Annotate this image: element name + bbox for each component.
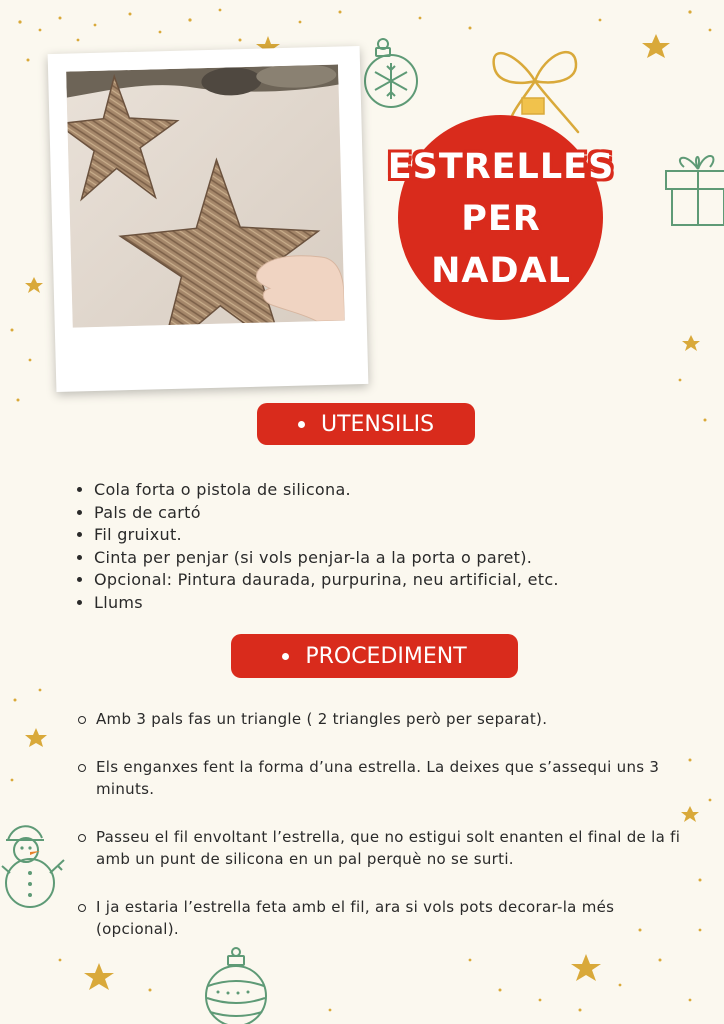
list-item: • Cola forta o pistola de silicona.	[94, 479, 559, 502]
procedure-list	[78, 708, 696, 966]
heading-bullet	[298, 421, 305, 428]
utensils-heading	[257, 403, 475, 445]
title-line-1: ESTRELLES	[387, 147, 615, 187]
list-item: Els enganxes fent la forma d’una estrella. La deixes que s’assequi uns 3 minuts.	[96, 756, 696, 800]
list-item: • Cinta per penjar (si vols penjar-la a la porta o paret).	[94, 547, 559, 570]
snowman-icon	[0, 818, 70, 918]
star-icon	[642, 34, 670, 58]
list-item: • Pals de cartó	[94, 502, 559, 525]
utensils-list	[76, 479, 559, 614]
list-item: Passeu el fil envoltant l’estrella, que no estigui solt enanten el final de la fi amb un punt de silicona en un pal perquè no se surti.	[96, 826, 696, 870]
list-item: • Fil gruixut.	[94, 524, 559, 547]
procedure-heading	[231, 634, 518, 678]
title-ornament	[387, 115, 615, 320]
photo-frame	[48, 46, 369, 392]
heading-bullet	[282, 653, 289, 660]
title-line-2: PER	[461, 199, 541, 239]
star-icon	[682, 335, 700, 351]
list-item: • Opcional: Pintura daurada, purpurina, neu artificial, etc.	[94, 569, 559, 592]
star-craft-photo	[66, 65, 345, 328]
star-icon	[25, 728, 47, 747]
utensils-heading-text: UTENSILIS	[320, 411, 435, 437]
list-item: • Llums	[94, 592, 559, 615]
title-line-3: NADAL	[431, 251, 571, 291]
gift-icon	[662, 145, 724, 230]
snowflake-ornament-icon	[360, 36, 422, 111]
star-icon	[84, 963, 114, 990]
list-item: Amb 3 pals fas un triangle ( 2 triangles però per separat).	[96, 708, 696, 730]
procedure-heading-text: PROCEDIMENT	[305, 643, 467, 669]
star-icon	[25, 277, 43, 293]
list-item: I ja estaria l’estrella feta amb el fil, ara si vols pots decorar-la més (opcional).	[96, 896, 696, 940]
